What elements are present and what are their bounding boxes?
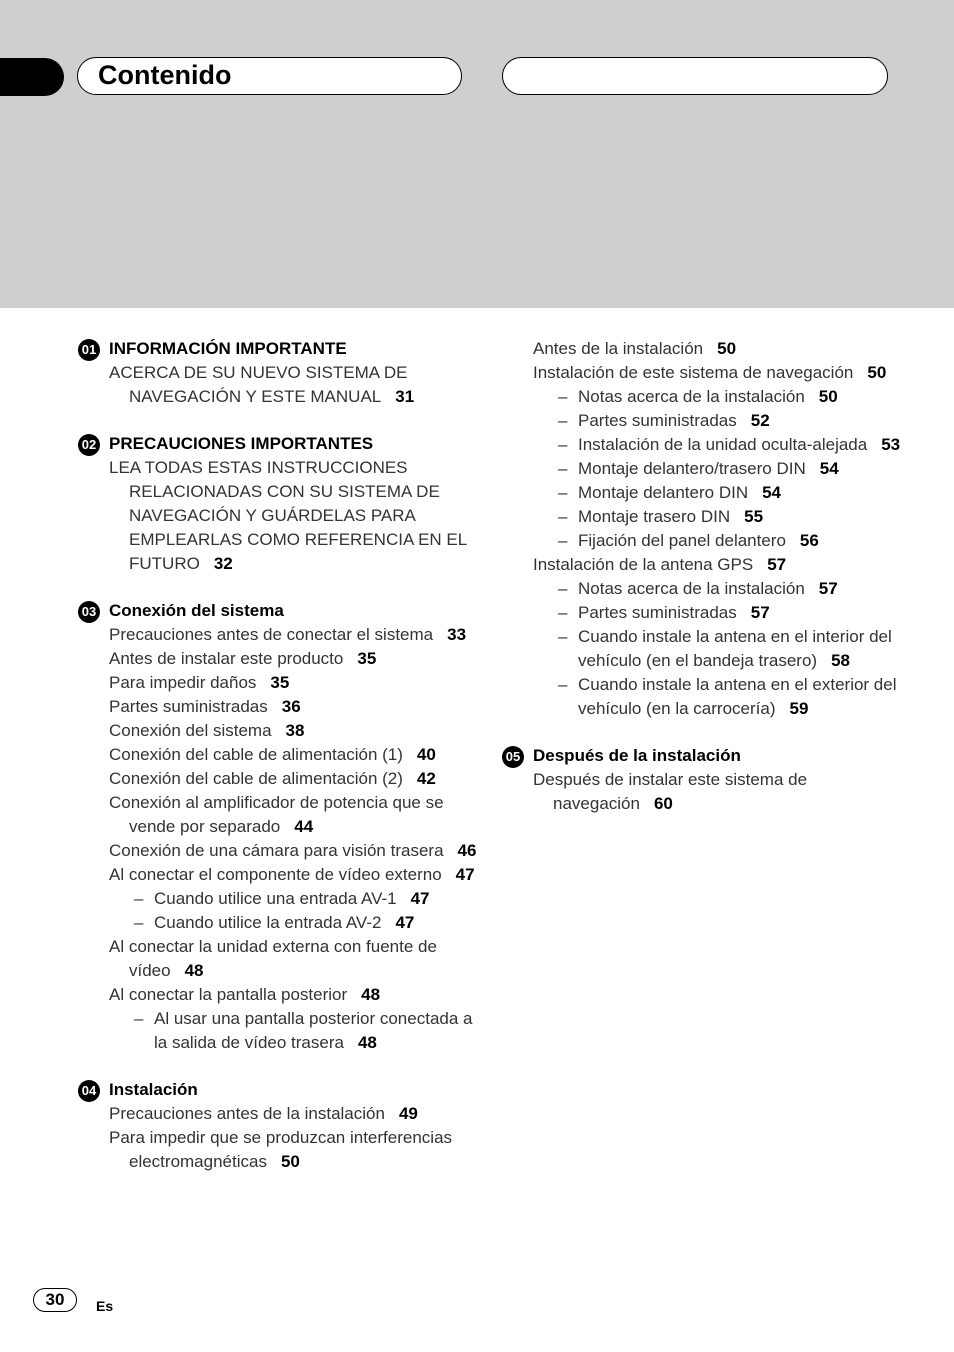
toc-entry[interactable] <box>109 719 478 743</box>
entry-page-number: 57 <box>767 555 787 574</box>
section-number-badge: 01 <box>78 339 100 361</box>
entry-page-number: 48 <box>357 1033 377 1052</box>
entry-text: Partes suministradas <box>578 603 737 622</box>
dash-bullet: – <box>558 627 568 646</box>
section-title: Después de la instalación <box>533 746 741 765</box>
entry-text: Cuando instale la antena en el interior del vehículo (en el bandeja trasero) <box>578 627 892 670</box>
section-number-badge: 03 <box>78 601 100 623</box>
page-number: 30 <box>33 1288 77 1312</box>
entry-page-number: 47 <box>410 889 430 908</box>
section-heading[interactable] <box>81 599 478 623</box>
entry-page-number: 57 <box>818 579 838 598</box>
toc-subentry[interactable] <box>533 505 912 529</box>
entry-page-number: 54 <box>762 483 782 502</box>
dash-bullet: – <box>134 889 144 908</box>
entry-text: Montaje delantero DIN <box>578 483 749 502</box>
section-heading[interactable] <box>81 1078 478 1102</box>
toc-entry[interactable] <box>109 695 478 719</box>
toc-entry[interactable] <box>109 839 478 863</box>
toc-subentry[interactable] <box>109 911 478 935</box>
toc-subentry[interactable] <box>109 1007 478 1055</box>
entry-text: LEA TODAS ESTAS INSTRUCCIONES RELACIONADAS CON SU SISTEMA DE NAVEGACIÓN Y GUÁRDELAS PARA EMPLEARLAS COMO REFERENCIA EN EL FUTURO <box>109 458 467 573</box>
entry-text: Notas acerca de la instalación <box>578 579 805 598</box>
section-title: Conexión del sistema <box>109 601 284 620</box>
entry-text: Al conectar la pantalla posterior <box>109 985 348 1004</box>
entry-text: Conexión del cable de alimentación (2) <box>109 769 403 788</box>
entry-page-number: 54 <box>819 459 839 478</box>
entry-text: Antes de la instalación <box>533 339 704 358</box>
dash-bullet: – <box>558 579 568 598</box>
dash-bullet: – <box>134 1009 144 1028</box>
dash-bullet: – <box>134 913 144 932</box>
entry-text: Montaje trasero DIN <box>578 507 731 526</box>
page-title: Contenido <box>98 60 232 90</box>
toc-entry[interactable] <box>109 361 478 409</box>
entry-text: Antes de instalar este producto <box>109 649 344 668</box>
entry-page-number: 50 <box>867 363 887 382</box>
blank-title-pill <box>502 57 888 95</box>
toc-entry[interactable] <box>109 647 478 671</box>
entry-text: Cuando instale la antena en el exterior del vehículo (en la carrocería) <box>578 675 897 718</box>
entry-text: ACERCA DE SU NUEVO SISTEMA DE NAVEGACIÓN Y ESTE MANUAL <box>109 363 408 406</box>
entry-page-number: 53 <box>881 435 901 454</box>
section-heading[interactable] <box>505 744 912 768</box>
section-title: INFORMACIÓN IMPORTANTE <box>109 339 347 358</box>
section-title: PRECAUCIONES IMPORTANTES <box>109 434 374 453</box>
entry-text: Conexión al amplificador de potencia que se vende por separado <box>109 793 444 836</box>
toc-section <box>78 599 478 1055</box>
dash-bullet: – <box>558 411 568 430</box>
entry-text: Montaje delantero/trasero DIN <box>578 459 806 478</box>
toc-entry[interactable] <box>109 1102 478 1126</box>
toc-entry[interactable] <box>109 791 478 839</box>
entry-page-number: 50 <box>280 1152 300 1171</box>
toc-section <box>78 337 478 409</box>
dash-bullet: – <box>558 483 568 502</box>
toc-subentry[interactable] <box>533 625 912 673</box>
entry-text: Instalación de la antena GPS <box>533 555 754 574</box>
dash-bullet: – <box>558 507 568 526</box>
entry-text: Partes suministradas <box>578 411 737 430</box>
entry-page-number: 42 <box>416 769 436 788</box>
entry-text: Al usar una pantalla posterior conectada a la salida de vídeo trasera <box>154 1009 473 1052</box>
entry-text: Para impedir daños <box>109 673 257 692</box>
title-pill <box>77 57 462 95</box>
entry-page-number: 48 <box>184 961 204 980</box>
dash-bullet: – <box>558 675 568 694</box>
toc-entry[interactable] <box>109 456 478 576</box>
entry-page-number: 57 <box>750 603 770 622</box>
entry-page-number: 50 <box>717 339 737 358</box>
dash-bullet: – <box>558 603 568 622</box>
entry-text: Conexión del cable de alimentación (1) <box>109 745 403 764</box>
entry-text: Al conectar la unidad externa con fuente de vídeo <box>109 937 437 980</box>
section-number-badge: 02 <box>78 434 100 456</box>
entry-page-number: 48 <box>361 985 381 1004</box>
entry-text: Instalación de este sistema de navegación <box>533 363 854 382</box>
entry-page-number: 50 <box>818 387 838 406</box>
entry-page-number: 59 <box>789 699 809 718</box>
entry-page-number: 46 <box>457 841 477 860</box>
toc-entry[interactable] <box>109 767 478 791</box>
entry-text: Para impedir que se produzcan interferencias electromagnéticas <box>109 1128 453 1171</box>
entry-page-number: 35 <box>357 649 377 668</box>
header-band <box>0 0 954 308</box>
entry-text: Conexión de una cámara para visión trasera <box>109 841 444 860</box>
toc-entry[interactable] <box>109 935 478 983</box>
toc-subentry[interactable] <box>533 433 912 457</box>
entry-page-number: 31 <box>395 387 415 406</box>
toc-subentry[interactable] <box>533 673 912 721</box>
toc-section <box>502 337 912 721</box>
toc-entry[interactable] <box>109 1126 478 1174</box>
entry-text: Precauciones antes de conectar el sistema <box>109 625 434 644</box>
toc-entry[interactable] <box>533 361 912 385</box>
dash-bullet: – <box>558 435 568 454</box>
toc-subentry[interactable] <box>533 457 912 481</box>
entry-text: Precauciones antes de la instalación <box>109 1104 385 1123</box>
section-tab <box>0 58 64 96</box>
entry-text: Cuando utilice la entrada AV-2 <box>154 913 382 932</box>
language-code: Es <box>96 1298 114 1314</box>
toc-entry[interactable] <box>109 743 478 767</box>
dash-bullet: – <box>558 387 568 406</box>
toc-entry[interactable] <box>109 863 478 887</box>
entry-page-number: 60 <box>653 794 673 813</box>
toc-subentry[interactable] <box>533 601 912 625</box>
toc-section <box>78 432 478 576</box>
entry-page-number: 36 <box>281 697 301 716</box>
toc-subentry[interactable] <box>533 481 912 505</box>
entry-page-number: 35 <box>270 673 290 692</box>
entry-text: Cuando utilice una entrada AV-1 <box>154 889 397 908</box>
entry-page-number: 38 <box>285 721 305 740</box>
toc-entry[interactable] <box>109 671 478 695</box>
toc-subentry[interactable] <box>533 529 912 553</box>
toc-subentry[interactable] <box>109 887 478 911</box>
toc-column-left <box>78 337 478 1197</box>
toc-column-right <box>502 337 912 839</box>
section-heading[interactable] <box>81 432 478 456</box>
entry-text: Partes suministradas <box>109 697 268 716</box>
entry-page-number: 56 <box>799 531 819 550</box>
dash-bullet: – <box>558 459 568 478</box>
entry-page-number: 40 <box>416 745 436 764</box>
entry-page-number: 32 <box>213 554 233 573</box>
section-heading[interactable] <box>81 337 478 361</box>
toc-subentry[interactable] <box>533 409 912 433</box>
entry-page-number: 47 <box>395 913 415 932</box>
entry-text: Al conectar el componente de vídeo externo <box>109 865 442 884</box>
entry-page-number: 33 <box>447 625 467 644</box>
entry-page-number: 58 <box>831 651 851 670</box>
toc-section <box>502 744 912 816</box>
toc-entry[interactable] <box>109 623 478 647</box>
dash-bullet: – <box>558 531 568 550</box>
section-number-badge: 05 <box>502 746 524 768</box>
entry-text: Después de instalar este sistema de navegación <box>533 770 808 813</box>
entry-page-number: 52 <box>750 411 770 430</box>
entry-page-number: 44 <box>294 817 314 836</box>
toc-entry[interactable] <box>533 768 912 816</box>
entry-text: Conexión del sistema <box>109 721 272 740</box>
section-number-badge: 04 <box>78 1080 100 1102</box>
entry-page-number: 55 <box>744 507 764 526</box>
toc-subentry[interactable] <box>533 385 912 409</box>
entry-text: Notas acerca de la instalación <box>578 387 805 406</box>
toc-entry[interactable] <box>533 337 912 361</box>
section-title: Instalación <box>109 1080 198 1099</box>
entry-text: Fijación del panel delantero <box>578 531 786 550</box>
toc-entry[interactable] <box>109 983 478 1007</box>
toc-subentry[interactable] <box>533 577 912 601</box>
toc-entry[interactable] <box>533 553 912 577</box>
entry-page-number: 47 <box>455 865 475 884</box>
toc-section <box>78 1078 478 1174</box>
entry-page-number: 49 <box>398 1104 418 1123</box>
entry-text: Instalación de la unidad oculta-alejada <box>578 435 868 454</box>
